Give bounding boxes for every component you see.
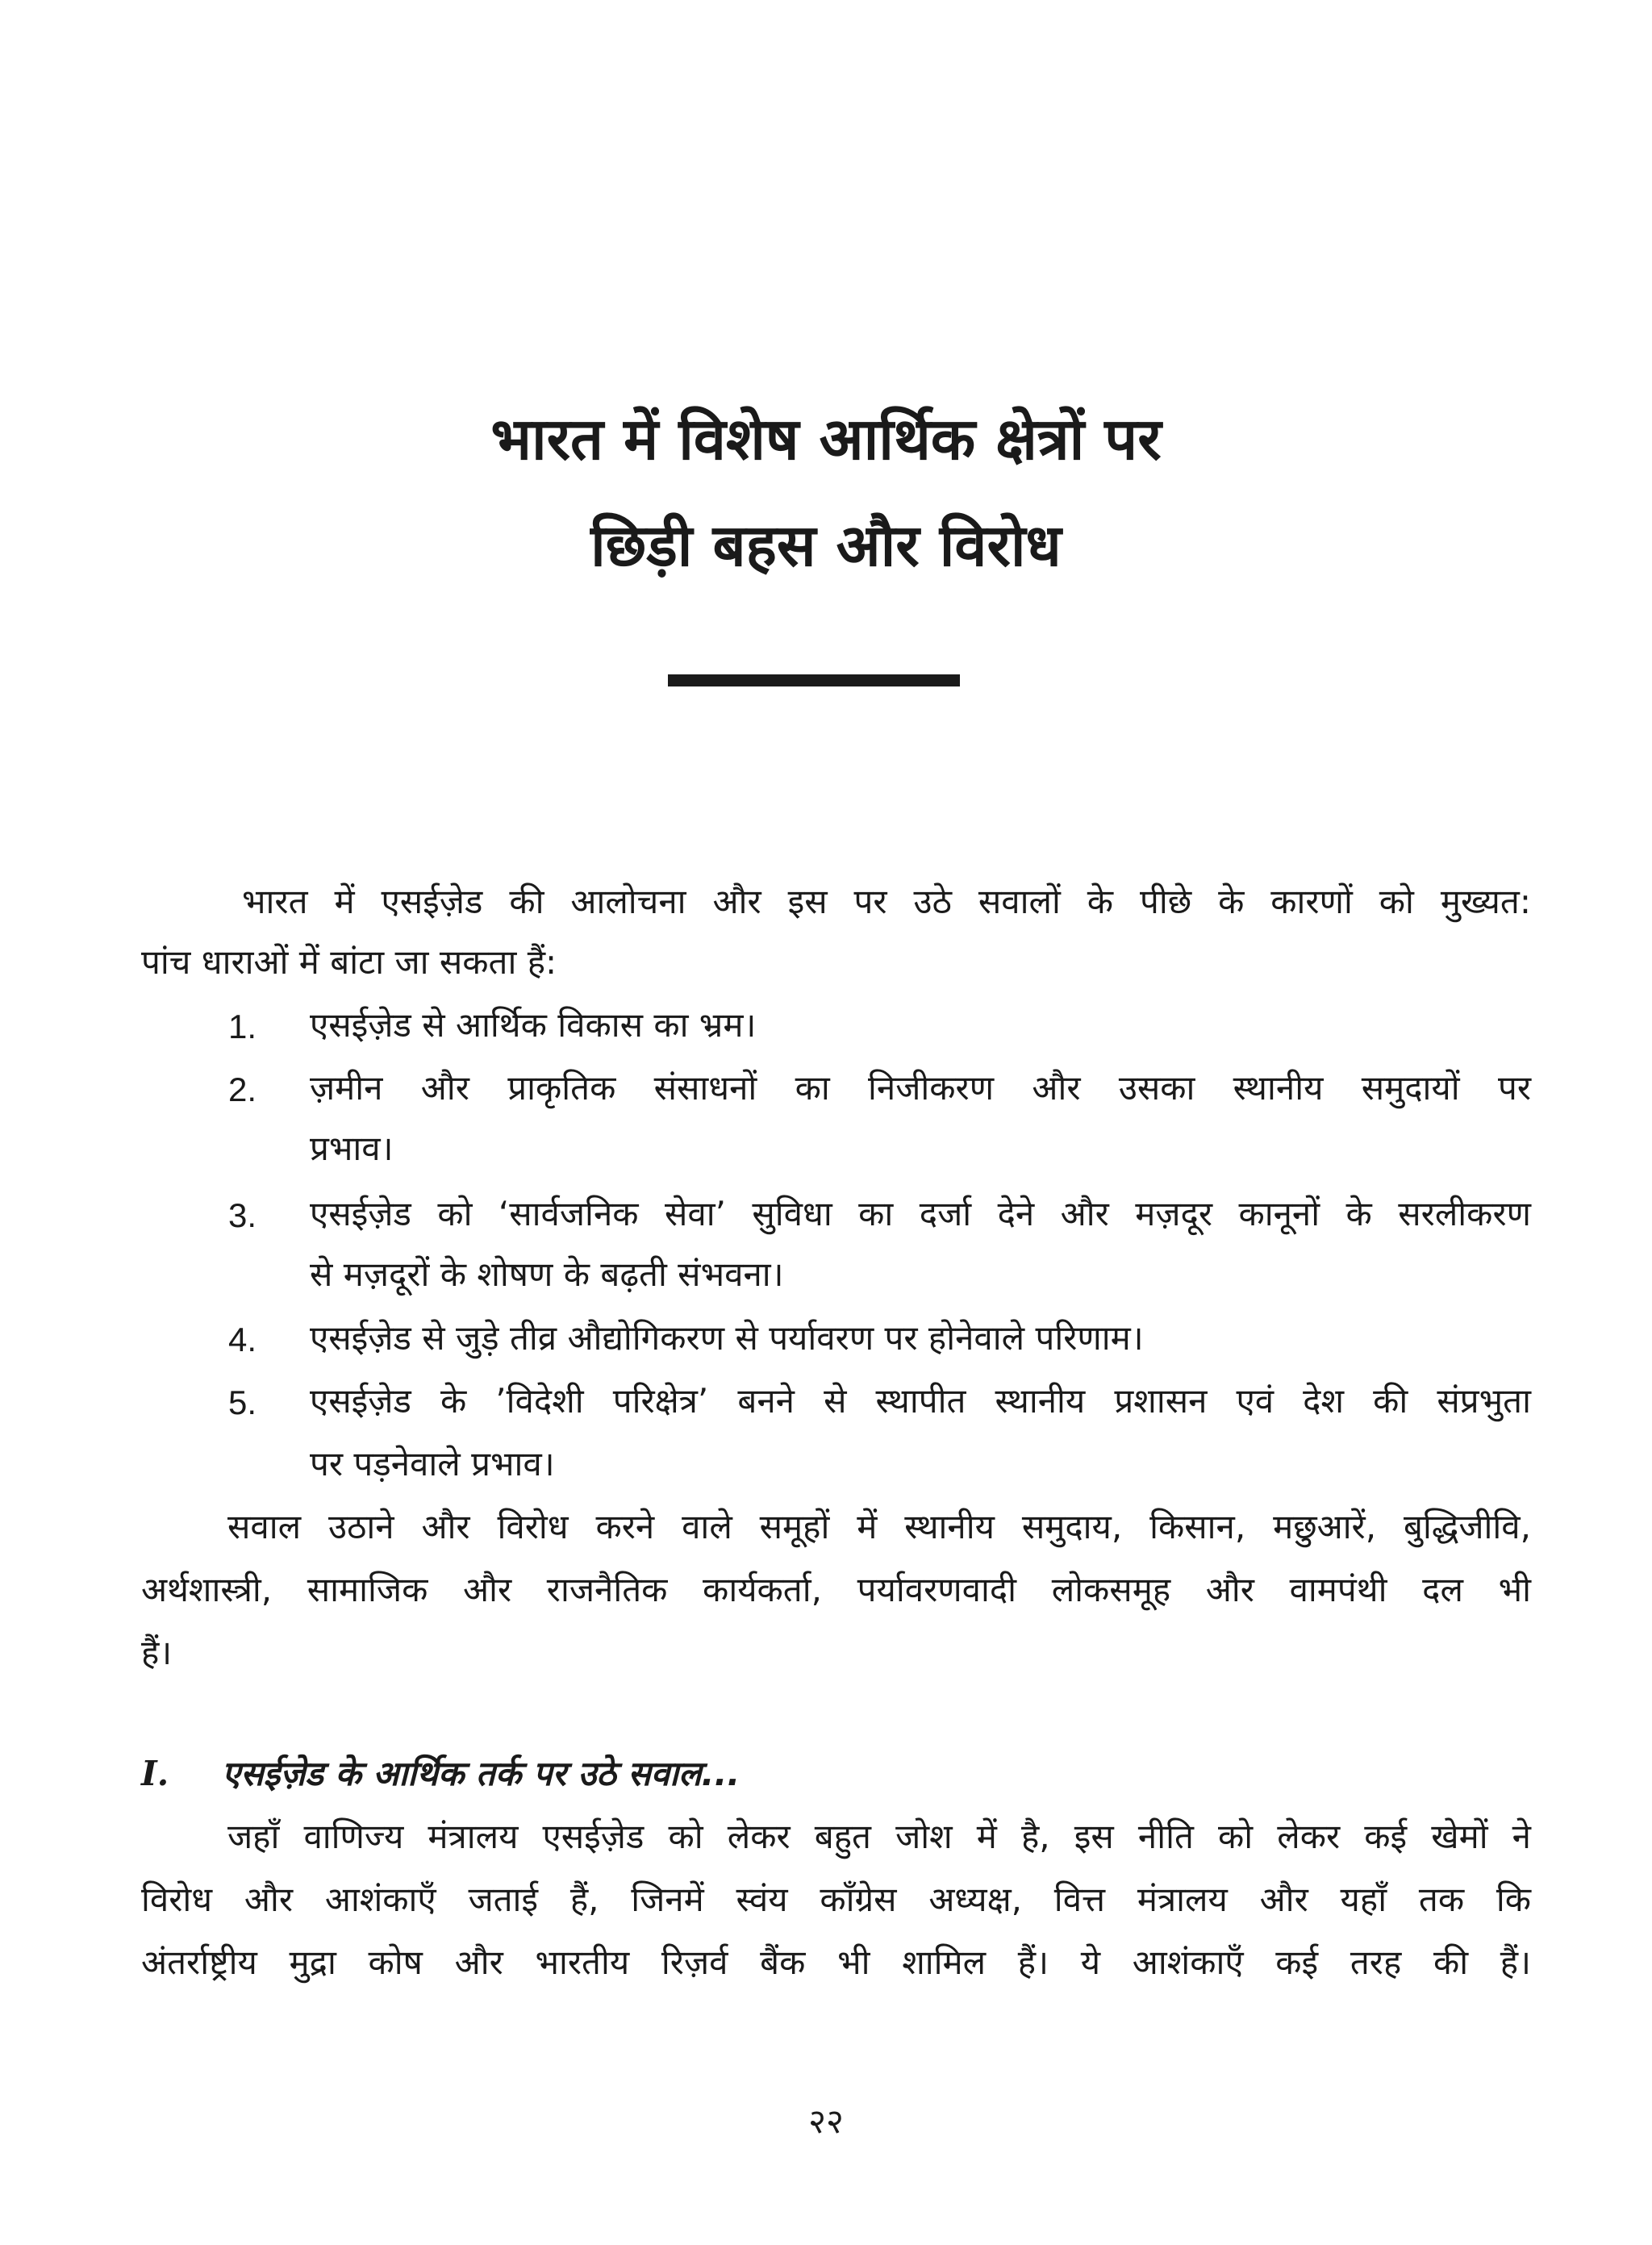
page-number: २२ (808, 2101, 844, 2141)
list-item-5-number: 5. (228, 1383, 257, 1421)
list-item-4-number: 4. (228, 1321, 257, 1358)
list-item-1-number: 1. (228, 1008, 257, 1045)
list-item-5-line-2: पर पड़नेवाले प्रभाव। (310, 1444, 555, 1483)
para3-line-3: अंतर्राष्ट्रीय मुद्रा कोष और भारतीय रिज़र्व बैंक भी शामिल हैं। ये आशंकाएँ कई तरह की हैं। (141, 1942, 1531, 1982)
page-title-line-1: भारत में विशेष आर्थिक क्षेत्रों पर (490, 405, 1162, 473)
list-item-3-number: 3. (228, 1196, 257, 1234)
list-item-3-line-1: एसईज़ेड को ‘सार्वजनिक सेवा’ सुविधा का दर्जा देने और मज़दूर कानूनों के सरलीकरण (310, 1194, 1531, 1233)
section-numeral: I. (141, 1754, 169, 1793)
list-item-2-line-2: प्रभाव। (310, 1129, 394, 1168)
list-item-1-line-1: एसईज़ेड से आर्थिक विकास का भ्रम। (310, 1005, 757, 1045)
para2-line-1: सवाल उठाने और विरोध करने वाले समूहों में स्थानीय समुदाय, किसान, मछुआरें, बुद्धिजीवि, (227, 1507, 1531, 1546)
section-heading-text: एसईज़ेड के आर्थिक तर्क पर उठे सवाल... (222, 1754, 740, 1793)
list-item-2-number: 2. (228, 1070, 257, 1108)
intro-line-2: पांच धाराओं में बांटा जा सकता हैं: (141, 942, 557, 982)
para2-line-3: हैं। (141, 1633, 173, 1672)
section-heading (141, 1754, 740, 1793)
list-item-2-line-1: ज़मीन और प्राकृतिक संसाधनों का निजीकरण और उसका स्थानीय समुदायों पर (310, 1068, 1531, 1108)
intro-line-1: भारत में एसईज़ेड की आलोचना और इस पर उठे सवालों के पीछे के कारणों को मुख्यत: (242, 882, 1531, 921)
page-title-line-2: छिड़ी बहस और विरोध (590, 511, 1062, 579)
list-item-5-line-1: एसईज़ेड के ’विदेशी परिक्षेत्र’ बनने से स्थापीत स्थानीय प्रशासन एवं देश की संप्रभुता (310, 1381, 1531, 1421)
title-divider (668, 674, 960, 686)
list-item-4-line-1: एसईज़ेड से जुड़े तीव्र औद्योगिकरण से पर्यावरण पर होनेवाले परिणाम। (310, 1318, 1144, 1358)
para2-line-2: अर्थशास्त्री, सामाजिक और राजनैतिक कार्यकर्ता, पर्यावरणवादी लोकसमूह और वामपंथी दल भी (141, 1570, 1531, 1609)
para3-line-2: विरोध और आशंकाएँ जताई हैं, जिनमें स्वंय कॉंग्रेस अध्यक्ष, वित्त मंत्रालय और यहाँ तक कि (141, 1880, 1531, 1919)
list-item-3-line-2: से मज़दूरों के शोषण के बढ़ती संभवना। (310, 1254, 784, 1294)
para3-line-1: जहाँ वाणिज्य मंत्रालय एसईज़ेड को लेकर बहुत जोश में है, इस नीति को लेकर कई खेमों ने (227, 1817, 1531, 1856)
